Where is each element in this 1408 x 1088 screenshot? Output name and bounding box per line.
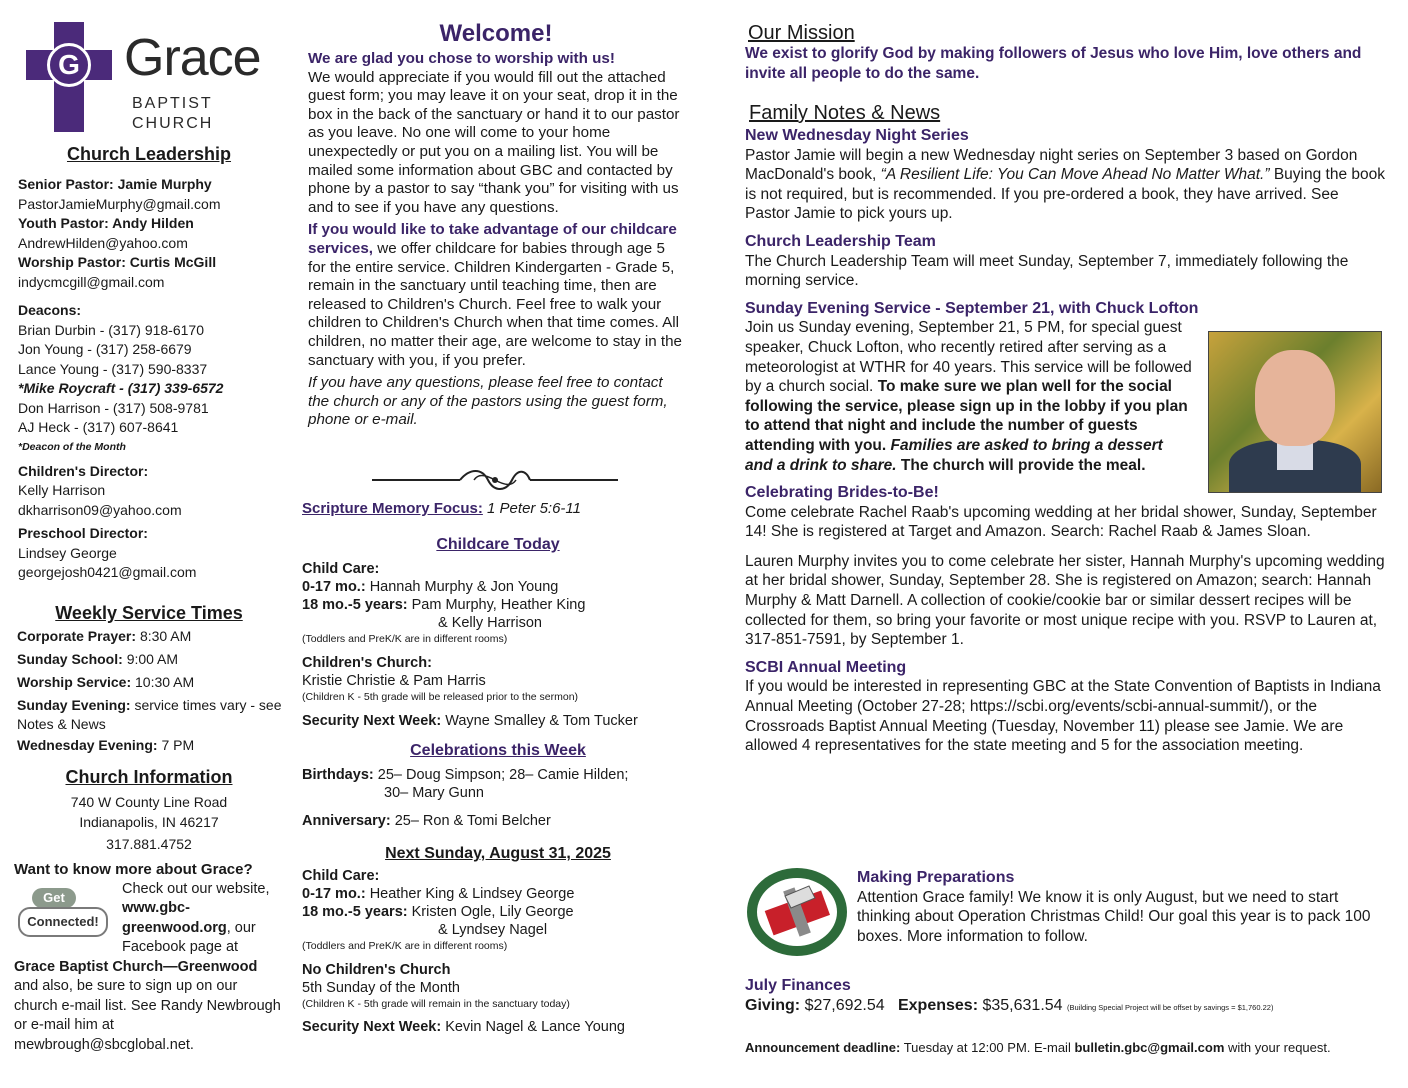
service-row: Corporate Prayer: 8:30 AM (17, 628, 192, 644)
childrens-director-label: Children's Director: (18, 462, 149, 479)
wednesday-series-title: New Wednesday Night Series (745, 127, 969, 144)
mission-text: We exist to glorify God by making followers of Jesus who love Him, love others and invite all people to do the same. (745, 44, 1362, 82)
address-line1: 740 W County Line Road (70, 794, 228, 810)
service-row: Wednesday Evening: 7 PM (17, 737, 195, 753)
deacon-item: *Mike Roycraft - (317) 339-6572 (18, 380, 224, 396)
finances-section: July Finances Giving: $27,692.54 Expenses: $35,631.54 (Building Special Project will be offset by savings = $1,760.22) (745, 976, 1385, 1017)
deacons-label: Deacons: (18, 302, 82, 318)
scbi-title: SCBI Annual Meeting (745, 658, 907, 676)
news-section: Family Notes & News New Wednesday Night Series Pastor Jamie will begin a new Wednesday night series on September 3 based on Gordon MacDonald's book, “A Resilient Life: You Can Move Ahead No Matter What.” Buying the book is not required, but is recommended. If you pre-ordered a book, they have arrived. See Pastor Jamie to pick yours up. Church Leadership Team The Church Leadership Team will meet Sunday, September 7, immediately following the morning service. Sunday Evening Service - September 21, with Chuck Lofton Join us Sunday evening, September 21, 5 PM, for special guest speaker, Chuck Lofton, who recently retired after serving as a meteorologist at WTHR for 40 years. This service will be followed by a church social. To make sure we plan well for the social following the service, please sign up in the lobby if you plan to attend that night and include the number of guests attending with you. Families are asked to bring a dessert and a drink to share. The church will provide the meal. Celebrating Brides-to-Be! Come celebrate Rachel Raab's upcoming wedding at her bridal shower, Sunday, September 14! She is registered at Target and Amazon. Search: Rachel Raab & James Sloan. Lauren Murphy invites you to come celebrate her sister, Hannah Murphy's upcoming wedding at her bridal shower, Sunday, September 28. She is registered on Amazon; search: Hannah Murphy & Matt Darnell. A collection of cookie/cookie bar or similar dessert recipes will be collected for them, so bring your favorite or most unique recipe with you. RSVP to Lauren at, 317-851-7591, by September 1. SCBI Annual Meeting If you would be interested in representing GBC at the State Convention of Baptists in Indiana Annual Meeting (October 27-28; https://scbi.org/events/scbi-annual-summit/), or the Crossroads Baptist Annual Meeting (Tuesday, November 11) please see Jamie. We are allowed 4 representatives for the state meeting and 5 for the association meeting. (745, 102, 1385, 755)
expenses-amount: $35,631.54 (982, 996, 1063, 1014)
childrens-director-name: Kelly Harrison (18, 482, 106, 498)
address-line2: Indianapolis, IN 46217 (79, 813, 219, 830)
preparations-title: Making Preparations (857, 869, 1015, 886)
deacon-note: *Deacon of the Month (18, 440, 126, 453)
operation-christmas-child-logo (745, 866, 849, 958)
childcare-lead: If you would like to take advantage of our childcare services, (308, 221, 677, 257)
get-connected-badge: Get Connected! (14, 882, 110, 940)
preschool-director-email: georgejosh0421@gmail.com (18, 564, 197, 580)
youth-pastor-email: AndrewHilden@yahoo.com (18, 234, 188, 251)
service-times-heading: Weekly Service Times (55, 603, 243, 623)
questions-paragraph: If you have any questions, please feel free to contact the church or any of the pastors using the guest form, phone or e-mail. (308, 374, 668, 429)
leadership-team-title: Church Leadership Team (745, 232, 936, 250)
more-info-section: Want to know more about Grace? Check out our website, www.gbc-greenwood.org, our Facebook page at Grace Baptist Church—Greenwood and also, be sure to sign up on our church e-mail list. See Randy Newbrough or e-mail him at mewbrough@sbcglobal.net. (14, 860, 284, 1055)
left-column (14, 0, 284, 1088)
church-phone: 317.881.4752 (106, 836, 192, 852)
website-link[interactable]: www.gbc-greenwood.org (122, 900, 227, 936)
church-info-heading: Church Information (65, 767, 233, 787)
welcome-paragraph: We would appreciate if you would fill out the attached guest form; you may leave it on your seat, drop it in the box in the back of the sanctuary or hand it to our pastor as you leave. No one will come to your home unexpectedly or put you on a mailing list. You will be mailed some information about GBC and contacted by phone by a pastor to say “thank you” for visiting with us and to see if you have any questions. (308, 68, 680, 216)
mission-section (745, 24, 1385, 84)
deacon-item: Lance Young - (317) 590-8337 (18, 360, 208, 377)
mission-heading: Our Mission (748, 22, 855, 44)
childcare-today-section: Childcare Today Child Care: 0-17 mo.: Hannah Murphy & Jon Young 18 mo.-5 years: Pam Murphy, Heather King & Kelly Harrison (Toddlers and PreK/K are in different rooms) Children's Church: Kristie Christie & Pam Harris (Children K - 5th grade will be released prior to the sermon) Security Next Week: Wayne Smalley & Tom Tucker (302, 536, 694, 730)
scripture-focus (302, 500, 694, 518)
right-column (745, 0, 1385, 1088)
more-info-question: Want to know more about Grace? (14, 861, 253, 878)
leadership-heading: Church Leadership (66, 144, 232, 164)
ornament-divider (370, 466, 620, 494)
leadership-section (14, 143, 284, 583)
worship-pastor: Worship Pastor: Curtis McGill (18, 254, 217, 270)
finances-title: July Finances (745, 977, 851, 994)
service-times-section (14, 601, 284, 757)
deacon-item: AJ Heck - (317) 607-8641 (18, 419, 179, 435)
childcare-paragraph: we offer childcare for babies through age 5 for the entire service. Children Kindergarten - Grade 5, remain in the sanctuary until teaching time, then are released to Children's Church. Feel free to walk your children to Children's Church when that time comes. All children, no matter their age, are welcome to stay in the sanctuary with you, if you prefer. (308, 239, 682, 369)
service-row: Sunday School: 9:00 AM (17, 651, 179, 667)
announcement-deadline: Announcement deadline: Tuesday at 12:00 PM. E-mail bulletin.gbc@gmail.com with your request. (745, 1040, 1331, 1055)
deacon-item: Jon Young - (317) 258-6679 (18, 341, 192, 357)
brides-title: Celebrating Brides-to-Be! (745, 484, 939, 502)
logo-g-mark: G (47, 43, 91, 87)
bulletin-email[interactable]: bulletin.gbc@gmail.com (1074, 1040, 1225, 1055)
welcome-title: Welcome! (439, 20, 553, 47)
logo-wordmark: Grace (124, 29, 261, 87)
grace-logo (26, 22, 286, 132)
chuck-lofton-photo (1208, 331, 1382, 493)
worship-pastor-email: indycmcgill@gmail.com (18, 273, 165, 290)
evening-service-title: Sunday Evening Service - September 21, with Chuck Lofton (745, 299, 1199, 317)
church-info-section (14, 765, 284, 855)
facebook-page: Grace Baptist Church—Greenwood (14, 958, 258, 975)
senior-pastor: Senior Pastor: Jamie Murphy (18, 176, 212, 192)
news-heading: Family Notes & News (749, 102, 941, 124)
deacon-item: Brian Durbin - (317) 918-6170 (18, 321, 204, 338)
welcome-section (308, 50, 686, 430)
deacon-item: Don Harrison - (317) 508-9781 (18, 399, 209, 416)
celebrations-heading: Celebrations this Week (410, 742, 586, 759)
logo-subtitle: BAPTIST CHURCH (132, 95, 214, 132)
cross-icon (26, 22, 112, 132)
preschool-director-label: Preschool Director: (18, 525, 148, 541)
next-sunday-section: Next Sunday, August 31, 2025 Child Care: 0-17 mo.: Heather King & Lindsey George 18 mo.-5 years: Kristen Ogle, Lily George & Lyndsey Nagel (Toddlers and PreK/K are in different rooms) No Children's Church 5th Sunday of the Month (Children K - 5th grade will remain in the sanctuary today) Security Next Week: Kevin Nagel & Lance Young (302, 845, 694, 1036)
preparations-section: Making Preparations Attention Grace family! We know it is only August, but we need to start thinking about Operation Christmas Child! Our goal this year is to pack 100 boxes. More information to follow. (857, 868, 1385, 946)
senior-pastor-email: PastorJamieMurphy@gmail.com (18, 195, 221, 212)
welcome-lead: We are glad you chose to worship with us! (308, 50, 615, 67)
service-row: Worship Service: 10:30 AM (17, 674, 195, 690)
service-row: Sunday Evening: service times vary - see Notes & News (17, 697, 282, 732)
childrens-director-email: dkharrison09@yahoo.com (18, 501, 182, 518)
scripture-ref: 1 Peter 5:6-11 (487, 500, 581, 517)
next-sunday-heading: Next Sunday, August 31, 2025 (385, 845, 611, 862)
celebrations-section: Celebrations this Week Birthdays: 25– Doug Simpson; 28– Camie Hilden; 30– Mary Gunn Anniversary: 25– Ron & Tomi Belcher (302, 742, 694, 830)
scripture-label: Scripture Memory Focus: (302, 500, 483, 517)
preschool-director-name: Lindsey George (18, 544, 117, 561)
youth-pastor: Youth Pastor: Andy Hilden (18, 215, 194, 231)
middle-column (300, 0, 692, 1088)
childcare-today-heading: Childcare Today (436, 536, 560, 553)
giving-amount: $27,692.54 (804, 996, 885, 1014)
